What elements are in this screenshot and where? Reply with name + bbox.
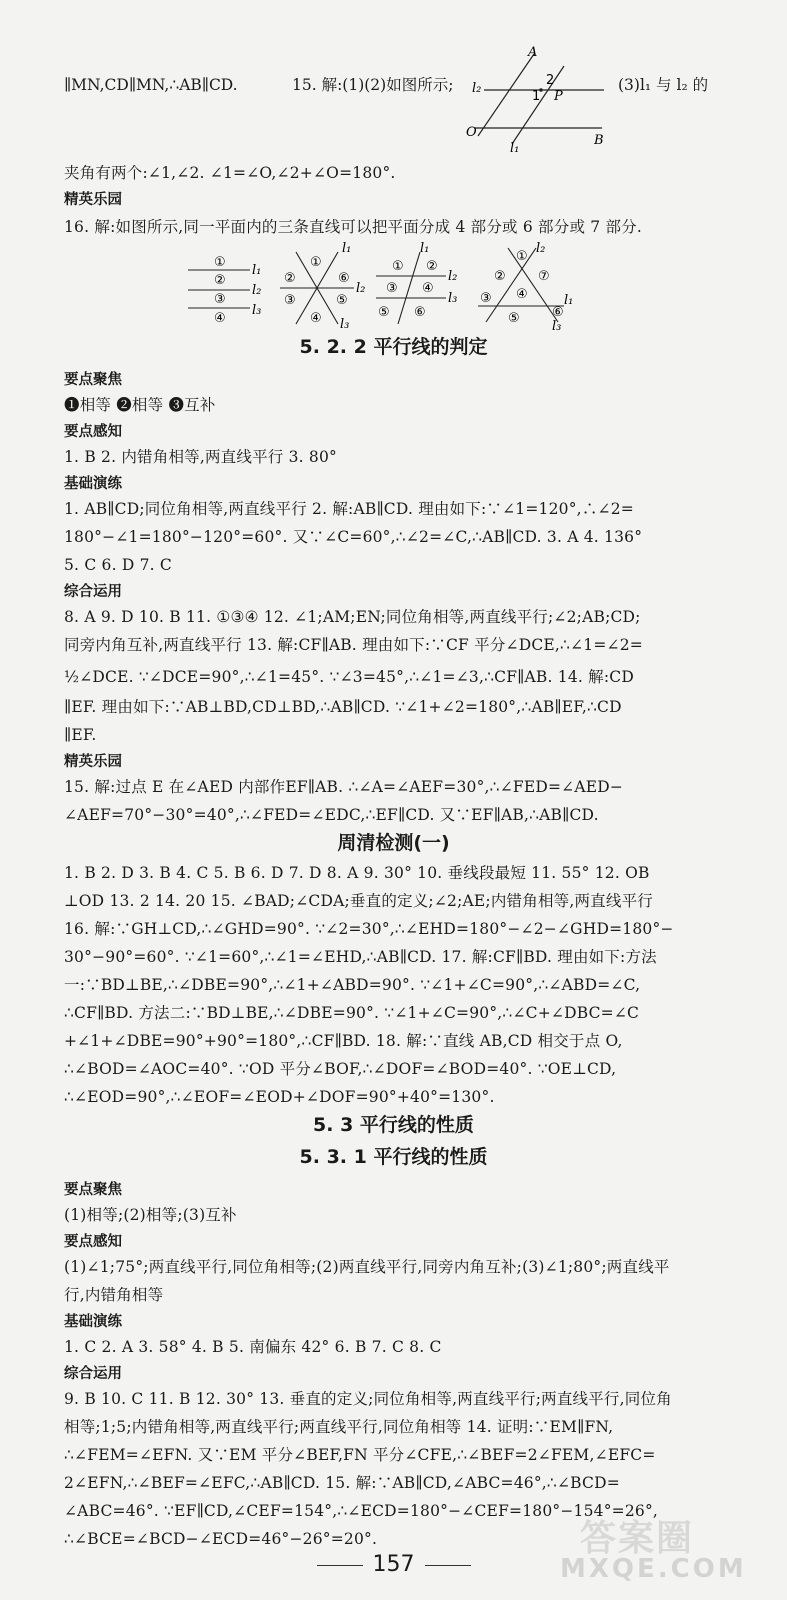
section-yaodian-juji-1: 要点聚焦	[64, 372, 122, 388]
line-13: ∥EF.	[64, 726, 97, 744]
line-8: 5. C 6. D 7. C	[64, 556, 172, 574]
line-2: 夹角有两个:∠1,∠2. ∠1=∠O,∠2+∠O=180°.	[64, 164, 396, 182]
section-zonghe-2: 综合运用	[64, 1366, 122, 1382]
l16-3-l1: l₁	[420, 241, 430, 256]
section-jichu-2: 基础演练	[64, 1314, 122, 1330]
watermark-cn: 答案圈	[580, 1518, 695, 1559]
label-B: B	[594, 133, 604, 148]
line-21: ∴CF∥BD. 方法二:∵BD⊥BE,∴∠DBE=90°. ∵∠1+∠C=90°,∴∠C+∠DBC=∠C	[64, 1004, 640, 1022]
line-10: 同旁内角互补,两直线平行 13. 解:CF∥AB. 理由如下:∵CF 平分∠DCE,∴∠1=∠2=	[64, 636, 643, 654]
line-14: 15. 解:过点 E 在∠AED 内部作EF∥AB. ∴∠A=∠AEF=30°,∴∠FED=∠AED−	[64, 778, 624, 796]
c16-2-3: ③	[284, 293, 296, 308]
line-7: 180°−∠1=180°−120°=60°. 又∵∠C=60°,∴∠2=∠C,∴AB∥CD. 3. A 4. 136°	[64, 528, 643, 546]
section-jichu-1: 基础演练	[64, 476, 122, 492]
line-34: ∴∠BCE=∠BCD−∠ECD=46°−26°=20°.	[64, 1530, 378, 1548]
line-31: ∴∠FEM=∠EFN. 又∵EM 平分∠BEF,FN 平分∠CFE,∴∠BEF=2∠FEM,∠EFC=	[64, 1446, 656, 1464]
line-1a: ∥MN,CD∥MN,∴AB∥CD.	[64, 76, 238, 94]
line-26: (1)∠1;75°;两直线平行,同位角相等;(2)两直线平行,同旁内角互补;(3)∠1;80°;两直线平	[64, 1258, 670, 1276]
line-6: 1. AB∥CD;同位角相等,两直线平行 2. 解:AB∥CD. 理由如下:∵∠1=120°,∴∠2=	[64, 500, 634, 518]
line-12: ∥EF. 理由如下:∵AB⊥BD,CD⊥BD,∴AB∥CD. ∵∠1+∠2=180°,∴AB∥EF,∴CD	[64, 698, 622, 716]
title-zhouqing: 周清检测(一)	[337, 832, 450, 854]
line-1b: 15. 解:(1)(2)如图所示;	[292, 76, 454, 94]
section-jingying-2: 精英乐园	[64, 754, 122, 770]
title-5-3-1: 5. 3. 1 平行线的性质	[299, 1146, 488, 1168]
c16-3-2: ②	[426, 259, 438, 274]
title-5-3: 5. 3 平行线的性质	[313, 1114, 474, 1136]
line-15: ∠AEF=70°−30°=40°,∴∠FED=∠EDC,∴EF∥CD. 又∵EF∥AB,∴AB∥CD.	[64, 806, 599, 824]
watermark	[560, 1510, 770, 1590]
c16-4-5: ⑤	[508, 311, 520, 326]
line-3: 16. 解:如图所示,同一平面内的三条直线可以把平面分成 4 部分或 6 部分或 7 部分.	[64, 218, 643, 236]
c16-2-4: ④	[310, 311, 322, 326]
l16-2-l2: l₂	[356, 281, 366, 296]
label-angle-1: 1	[532, 89, 541, 104]
line-25: (1)相等;(2)相等;(3)互补	[64, 1206, 237, 1224]
l16-1-l2: l₂	[252, 283, 262, 298]
c16-2-1: ①	[310, 255, 322, 270]
section-jingying-1: 精英乐园	[64, 192, 122, 208]
label-A: A	[528, 45, 538, 60]
figure-q16	[186, 241, 586, 334]
l16-1-l3: l₃	[252, 303, 262, 318]
c16-3-3: ③	[386, 281, 398, 296]
section-zonghe-1: 综合运用	[64, 584, 122, 600]
c16-4-6: ⑥	[552, 305, 564, 320]
c16-2-2: ②	[284, 271, 296, 286]
l16-4-l1: l₁	[564, 293, 574, 308]
c16-3-6: ⑥	[414, 305, 426, 320]
line-l1	[512, 66, 564, 144]
line-17: ⊥OD 13. 2 14. 20 15. ∠BAD;∠CDA;垂直的定义;∠2;AE;内错角相等,两直线平行	[64, 892, 653, 910]
watermark-en: MXQE.COM	[560, 1554, 747, 1584]
line-23: ∴∠BOD=∠AOC=40°. ∵OD 平分∠BOF,∴∠DOF=∠BOD=40°. ∵OE⊥CD,	[64, 1060, 617, 1078]
c16-1-1: ①	[214, 255, 226, 270]
c16-4-3: ③	[480, 291, 492, 306]
l16-1-l1: l₁	[252, 263, 262, 278]
label-l1: l₁	[510, 141, 520, 156]
label-l2: l₂	[472, 81, 482, 96]
c16-1-3: ③	[214, 292, 226, 307]
line-11: ½∠DCE. ∵∠DCE=90°,∴∠1=45°. ∵∠3=45°,∴∠1=∠3,∴CF∥AB. 14. 解:CD	[64, 668, 634, 686]
c16-3-1: ①	[392, 259, 404, 274]
line-27: 行,内错角相等	[64, 1286, 164, 1304]
line-16: 1. B 2. D 3. B 4. C 5. B 6. D 7. D 8. A 9. 30° 10. 垂线段最短 11. 55° 12. OB	[64, 864, 650, 882]
line-28: 1. C 2. A 3. 58° 4. B 5. 南偏东 42° 6. B 7. C 8. C	[64, 1338, 442, 1356]
l16-4-l3: l₃	[552, 319, 562, 334]
c16-2-6: ⑥	[338, 271, 350, 286]
c16-4-2: ②	[494, 269, 506, 284]
label-angle-2: 2	[546, 73, 555, 88]
line-18: 16. 解:∵GH⊥CD,∴∠GHD=90°. ∵∠2=30°,∴∠EHD=180°−∠2−∠GHD=180°−	[64, 920, 674, 938]
label-O: O	[466, 125, 477, 140]
page-number-text: 157	[372, 1552, 415, 1577]
l16-4-l2: l₂	[536, 241, 546, 256]
section-yaodian-juji-2: 要点聚焦	[64, 1182, 122, 1198]
section-yaodian-ganzhi-2: 要点感知	[64, 1234, 122, 1250]
c16-4-4: ④	[516, 287, 528, 302]
line-9: 8. A 9. D 10. B 11. ①③④ 12. ∠1;AM;EN;同位角相等,两直线平行;∠2;AB;CD;	[64, 608, 641, 626]
l16-2-l1: l₁	[342, 241, 352, 256]
line-22: +∠1+∠DBE=90°+90°=180°,∴CF∥BD. 18. 解:∵直线 AB,CD 相交于点 O,	[64, 1032, 623, 1050]
line-30: 相等;1;5;内错角相等,两直线平行;两直线平行,同位角相等 14. 证明:∵EM∥FN,	[64, 1418, 614, 1436]
title-5-2-2: 5. 2. 2 平行线的判定	[299, 336, 488, 358]
c16-4-1: ①	[516, 249, 528, 264]
l16-3-l2: l₂	[448, 269, 458, 284]
line-19: 30°−90°=60°. ∵∠1=60°,∴∠1=∠EHD,∴AB∥CD. 17. 解:CF∥BD. 理由如下:方法	[64, 948, 657, 966]
line-29: 9. B 10. C 11. B 12. 30° 13. 垂直的定义;同位角相等,两直线平行;两直线平行,同位角	[64, 1390, 672, 1408]
c16-2-5: ⑤	[336, 293, 348, 308]
c16-1-2: ②	[214, 273, 226, 288]
line-20: 一:∵BD⊥BE,∴∠DBE=90°,∴∠1+∠ABD=90°. ∵∠1+∠C=90°,∴∠ABD=∠C,	[64, 976, 641, 994]
line-1c: (3)l₁ 与 l₂ 的	[618, 76, 709, 94]
c16-3-5: ⑤	[378, 305, 390, 320]
section-yaodian-ganzhi-1: 要点感知	[64, 424, 122, 440]
figure-q15	[462, 44, 612, 156]
c16-4-7: ⑦	[538, 269, 550, 284]
c16-1-4: ④	[214, 311, 226, 326]
line-33: ∠ABC=46°. ∵EF∥CD,∠CEF=154°,∴∠ECD=180°−∠CEF=180°−154°=26°,	[64, 1502, 659, 1520]
c16-3-4: ④	[422, 281, 434, 296]
label-P: P	[554, 89, 563, 104]
line-4: ❶相等 ❷相等 ❸互补	[64, 396, 216, 414]
l16-3-l3: l₃	[448, 291, 458, 306]
line-5: 1. B 2. 内错角相等,两直线平行 3. 80°	[64, 448, 337, 466]
l16-2-l3: l₃	[340, 317, 350, 332]
line-24: ∴∠EOD=90°,∴∠EOF=∠EOD+∠DOF=90°+40°=130°.	[64, 1088, 495, 1106]
line-32: 2∠EFN,∴∠BEF=∠EFC,∴AB∥CD. 15. 解:∵AB∥CD,∠ABC=46°,∴∠BCD=	[64, 1474, 620, 1492]
